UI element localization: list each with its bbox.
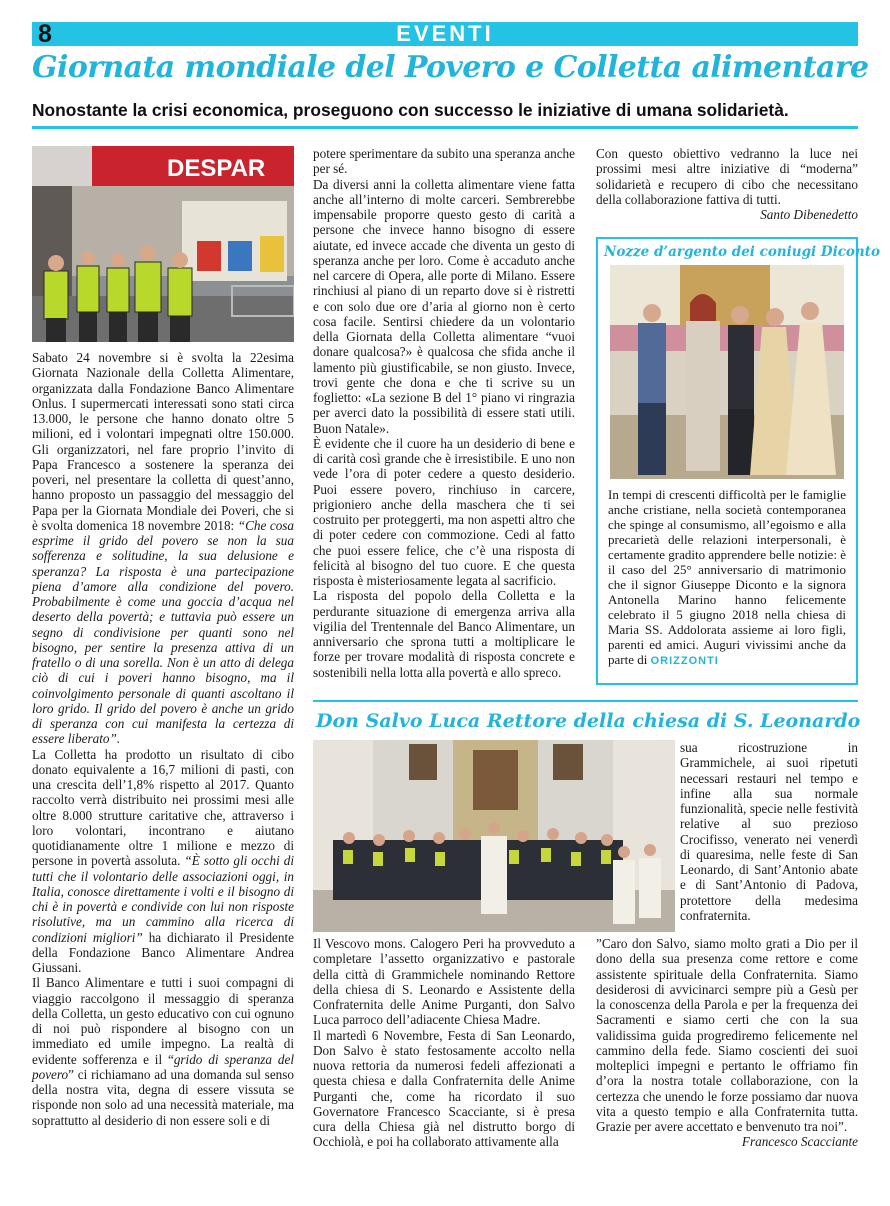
volunteers-photo xyxy=(32,146,294,342)
section-title: EVENTI xyxy=(396,21,494,46)
article2-letter: ”Caro don Salvo, siamo molto grati a Dio per il dono della sua presenza come rettore e come assistente spirituale della Confraternita. Siamo desiderosi di avvicinarci sempre più a Gesù per la conoscenza della Parola e per la frequenza dei Sacramenti e siamo certi che con la sua validissima guida progrediremo felicemente nel cammino della fede. Siamo coscienti dei suoi molteplici impegni e pertanto le offriamo fin d’ora la nostra totale collaborazione, con la certezza che unendo le forze possiamo dar nuova vita a questo tempio e alla Confraternita tutta. Grazie per avere accettato e benvenuto tra noi”. xyxy=(596,936,858,1134)
anniversary-box xyxy=(596,237,880,685)
article2-author: Francesco Scacciante xyxy=(741,1134,858,1150)
text-run: La Colletta ha prodotto un risultato di cibo donato equivalente a 16,7 milioni di pasti, con una crescita dell’1,8% rispetto al 2017. Quanto raccolto verrà distribuito nei prossimi mesi alle oltre 8.000 strutture caritative che, attraverso i loro volontari, incontrano e aiutano quotidianamente oltre 1 milione e mezzo di persone in povertà assoluta. xyxy=(32,746,294,869)
section-header-bar xyxy=(32,22,858,46)
article2-left-column xyxy=(313,936,575,1150)
article2-divider xyxy=(313,700,858,702)
grido-quote: grido di speranza del povero xyxy=(32,1051,294,1082)
article1-col3-p1: Con questo obiettivo vedranno la luce nei prossimi mesi altre iniziative di “moderna” solidarietà e recupero di cibo che necessitano della collaborazione fattiva di tutti. xyxy=(596,146,858,207)
article2-continuation: sua ricostruzione in Grammichele, ai suoi ripetuti necessari restauri nel tempo e infine alla sua normale funzionalità, specie nelle festività relative al suo prezioso Crocifisso, venerato nei venerdì di quaresima, nelle feste di San Leonardo, di Sant’Antonio abate e di Sant’Antonio di Padova, protettore della medesima confraternita. xyxy=(680,740,858,923)
page-title: Giornata mondiale del Povero e Colletta alimentare xyxy=(32,50,869,85)
article1-paragraph2 xyxy=(32,747,294,976)
article2-paragraph1: Il Vescovo mons. Calogero Peri ha provveduto a completare l’assetto organizzativo e pastorale della città di Grammichele nominando Rettore della chiesa di S. Leonardo e Assistente della Confraternita delle Anime Purganti, don Salvo Luca parroco dell’adiacente Chiesa Madre. xyxy=(313,936,575,1028)
orizzonti-logo: ORIZZONTI xyxy=(650,655,719,667)
article2-right-column xyxy=(596,936,858,1150)
article1-paragraph1 xyxy=(32,350,294,747)
article1-column2 xyxy=(313,146,575,680)
article1-column3 xyxy=(596,146,858,222)
article2-title: Don Salvo Luca Rettore della chiesa di S. Leonardo xyxy=(316,710,861,732)
article1-col2-p2: Da diversi anni la colletta alimentare viene fatta anche all’interno di molte carceri. Sembrerebbe impensabile proporre questo gesto di carità a persone che invece hanno bisogno di essere aiutate, ed invece accade che diventa un gesto di speranza anche per loro. Come è accaduto anche nel carcere di Opera, alle porte di Milano. Essere rinchiusi al piano di un reparto dove si è ristretti e con solo due ore d’aria al giorno non è certo cosa facile. Sentirsi chiedere da un volontario della Giornata della Colletta alimentare “vuoi donare qualcosa?» è qualcosa che sfida anche il lamento più giustificabile, se non giusto. Invece, trovi gente che dona e che ti scrive su un foglietto: «La sezione B del 1° piano vi ringrazia per averci dato la possibilità di essere stati utili. Buon Natale». xyxy=(313,176,575,436)
article1-author: Santo Dibenedetto xyxy=(760,207,858,222)
anniversary-text xyxy=(608,487,846,669)
article1-paragraph3 xyxy=(32,975,294,1128)
text-run: In tempi di crescenti difficoltà per le famiglie anche cristiane, nella società contemporanea che spinge al consumismo, all’egoismo e alla precarietà delle relazioni interpersonali, è certamente gradito apprendere belle notizie: è il caso del 25° anniversario di matrimonio che il signor Giuseppe Diconto e la signora Antonella Marino hanno felicemente celebrato il 5 giugno 2018 nella chiesa di Maria SS. Addolorata assieme ai loro figli, parenti ed amici. Auguri vivissimi anche da parte di xyxy=(608,487,846,667)
header-divider xyxy=(32,126,858,129)
page-subtitle: Nonostante la crisi economica, proseguono con successo le iniziative di umana solidarietà. xyxy=(32,100,789,120)
text-run: Il Banco Alimentare e tutti i suoi compagni di viaggio raccolgono il messaggio di speranza della Colletta, un gesto educativo con cui ognuno di noi può rispondere al bisogno con un immediato ed umile impegno. La realtà di evidente sofferenza e il “ xyxy=(32,975,294,1067)
anniversary-paragraph xyxy=(608,487,846,669)
article2-paragraph2: Il martedì 6 Novembre, Festa di San Leonardo, Don Salvo è stato festosamente accolto nella nuova rettoria da numerosi fedeli affezionati a questa chiesa e dalla Confraternita delle Anime Purganti che, come ha ricordato il suo Governatore Francesco Scacciante, si è presa cura della Chiesa già nel distrutto borgo di Occhiolà, e poi ha collaborato attivamente alla xyxy=(313,1027,575,1150)
family-photo xyxy=(610,265,844,479)
article2-right-top xyxy=(680,740,858,923)
text-run: ” ci richiamano ad una domanda sul senso della nostra vita, degna di essere vissuta se risponde non solo ad una necessità materiale, ma soprattutto al desiderio di non essere soli e di xyxy=(32,1066,294,1128)
text-run: ha dichiarato il Presidente della Fondazione Banco Alimentare Andrea Giussani. xyxy=(32,929,295,975)
article1-column1 xyxy=(32,350,294,1128)
article1-col2-p1: potere sperimentare da subito una speranza anche per sé. xyxy=(313,146,575,177)
anniversary-title: Nozze d’argento dei coniugi Diconto xyxy=(604,244,880,260)
article1-col2-p3: È evidente che il cuore ha un desiderio di bene e di carità così grande che è irresistibile. E uno non vede l’ora di poter cedere a questo desiderio. Puoi essere povero, rinchiuso in carcere, prigioniero anche della maschera che ti sei costruito per proteggerti, ma non aspetti altro che di poter cedere con commozione. Cedi al fatto che puoi essere felice, che c’è una risposta di felicità al bisogno del tuo cuore. E che questa risposta è misteriosamente legata al sacrificio. xyxy=(313,435,575,588)
page-number: 8 xyxy=(38,20,52,48)
text-run: Sabato 24 novembre si è svolta la 22esima Giornata Nazionale della Colletta Alimentare, organizzata dalla Fondazione Banco Alimentare Onlus. I supermercati interessati sono stati circa 13.000, le persone che hanno donato oltre 5 milioni, ed i volontari impegnati oltre 150.000. Gli organizzatori, nel fare proprio l’invito di Papa Francesco a sostenere la speranza dei poveri, nel presentare la colletta di quest’anno, hanno proposto un passaggio del messaggio del Papa per la Giornata Mondiale dei Poveri, che si è svolta domenica 18 novembre 2018: xyxy=(32,350,294,533)
president-quote: “È sotto gli occhi di tutti che il volontario delle associazioni oggi, in Italia, conosce direttamente i volti e il bisogno di chi è in povertà e condivide con lui non risposte risolutive, ma un cammino alla ricerca di condizioni migliori” xyxy=(32,853,294,945)
church-group-photo xyxy=(313,740,675,932)
pope-quote: “Che cosa esprime il grido del povero se non la sua sofferenza e solitudine, la sua delusione e speranza? La risposta è una partecipazione piena d’amore alla condizione del povero. Probabilmente è come una goccia d’acqua nel deserto della povertà; e tuttavia può essere un segno di condivisione per quanti sono nel bisogno, per sentire la presenza attiva di un fratello o di una sorella. Non è un atto di delega ciò di cui i poveri hanno bisogno, ma il coinvolgimento personale di quanti ascoltano il loro grido. Il grido del povero è anche un grido di speranza con cui manifesta la certezza di essere liberato”. xyxy=(32,517,295,747)
article1-col2-p4: La risposta del popolo della Colletta e la perdurante situazione di emergenza arriva alla vigilia del Trentennale del Banco Alimentare, un anniversario che sprona tutti a moltiplicare le forze per trovare modalità di risposta concrete e sostenibili nella lotta alla povertà e allo spreco. xyxy=(313,588,575,680)
store-sign-text: DESPAR xyxy=(167,155,266,182)
